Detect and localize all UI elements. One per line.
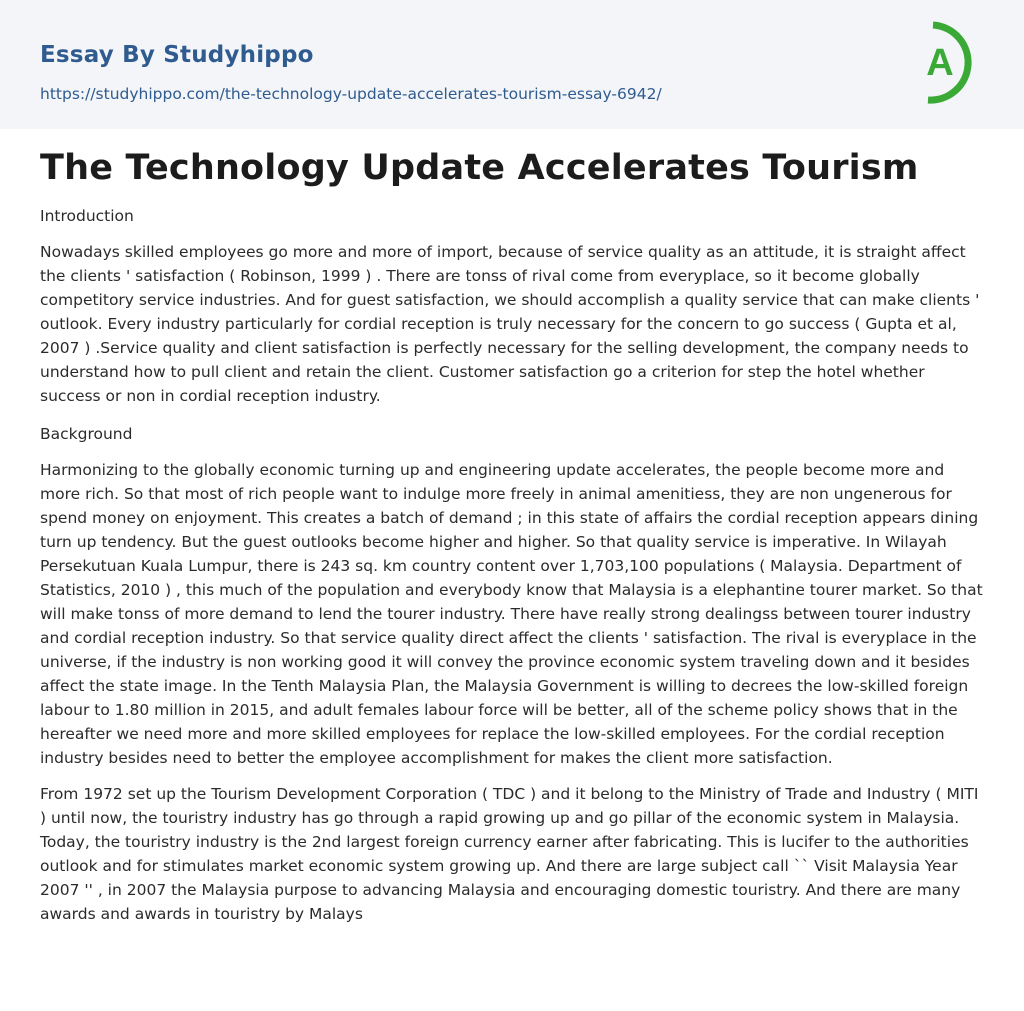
essay-url-link[interactable]: https://studyhippo.com/the-technology-update-accelerates-tourism-essay-6942/	[40, 85, 662, 103]
background-paragraph-1: Harmonizing to the globally economic turning up and engineering update accelerates, the people become more and more rich. So that most of rich people want to indulge more freely in animal amenitiess, they are non ungenerous for spend money on enjoyment. This creates a batch of demand ; in this state of affairs the cordial reception appears dining turn up tendency. But the guest outlooks become higher and higher. So that quality service is imperative. In Wilayah Persekutuan Kuala Lumpur, there is 243 sq. km country content over 1,703,100 populations ( Malaysia. Department of Statistics, 2010 ) , this much of the population and everybody know that Malaysia is a elephantine tourer market. So that will make tonss of more demand to lend the tourer industry. There have really strong dealingss between tourer industry and cordial reception industry. So that service quality direct affect the clients ' satisfaction. The rival is everyplace in the universe, if the industry is non working good it will convey the province economic system traveling down and it besides affect the state image. In the Tenth Malaysia Plan, the Malaysia Government is willing to decrees the low-skilled foreign labour to 1.80 million in 2015, and adult females labour force will be better, all of the scheme policy shows that in the hereafter we need more and more skilled employees for replace the low-skilled employees. For the cordial reception industry besides need to better the employee accomplishment for makes the client more satisfaction.	[40, 461, 983, 767]
studyhippo-logo-icon[interactable]	[912, 18, 988, 106]
background-heading: Background	[40, 425, 133, 443]
site-header	[0, 0, 1024, 129]
site-brand[interactable]: Essay By Studyhippo	[40, 42, 314, 68]
logo-letter: A	[926, 42, 954, 84]
essay-content	[40, 146, 984, 926]
introduction-paragraph: Nowadays skilled employees go more and more of import, because of service quality as an attitude, it is straight affect the clients ' satisfaction ( Robinson, 1999 ) . There are tonss of rival come from everyplace, so it become globally competitory service industries. And for guest satisfaction, we should accomplish a quality service that can make clients ' outlook. Every industry particularly for cordial reception is truly necessary for the concern to go success ( Gupta et al, 2007 ) .Service quality and client satisfaction is perfectly necessary for the selling development, the company needs to understand how to pull client and retain the client. Customer satisfaction go a criterion for step the hotel whether success or non in cordial reception industry.	[40, 243, 980, 405]
introduction-heading: Introduction	[40, 207, 134, 225]
essay-title: The Technology Update Accelerates Tourism	[40, 148, 919, 188]
background-paragraph-2: From 1972 set up the Tourism Development Corporation ( TDC ) and it belong to the Ministry of Trade and Industry ( MITI ) until now, the touristry industry has go through a rapid growing up and go pillar of the economic system in Malaysia. Today, the touristry industry is the 2nd largest foreign currency earner after fabricating. This is lucifer to the authorities outlook and for stimulates market economic system growing up. And there are large subject call `` Visit Malaysia Year 2007 '' , in 2007 the Malaysia purpose to advancing Malaysia and encouraging domestic touristry. And there are many awards and awards in touristry by Malays	[40, 785, 979, 923]
